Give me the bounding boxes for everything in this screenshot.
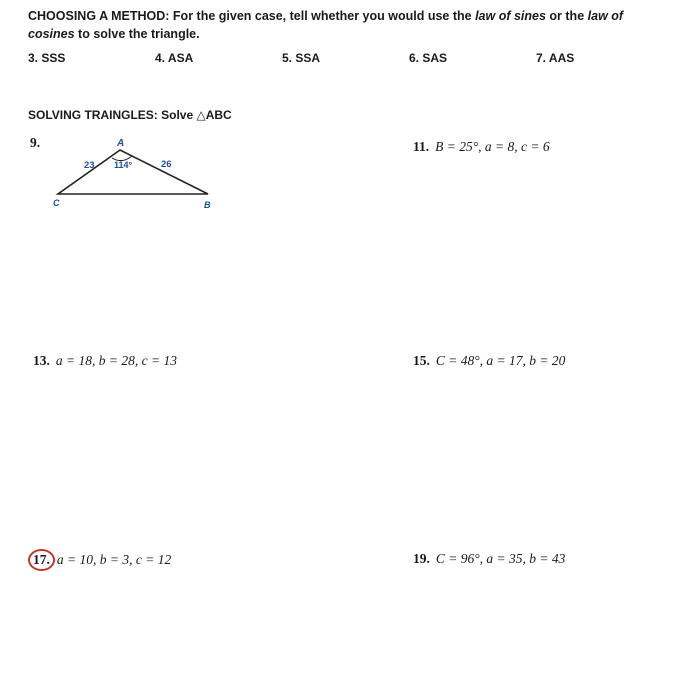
method-item-3: 3. SSS bbox=[28, 51, 66, 65]
instructions-text-1: For the given case, tell whether you would use the bbox=[172, 9, 472, 23]
method-item-7: 7. AAS bbox=[536, 51, 575, 65]
instructions-label: CHOOSING A METHOD: bbox=[28, 9, 170, 23]
law-of-cosines-1: law of bbox=[587, 9, 624, 23]
triangle-shape bbox=[58, 150, 208, 194]
vertex-a-label: A bbox=[117, 138, 125, 149]
triangle-figure bbox=[50, 134, 230, 214]
problem-13-number: 13. bbox=[33, 353, 50, 368]
problem-13-expr: a = 18, b = 28, c = 13 bbox=[55, 353, 177, 368]
law-of-cosines-2: cosines bbox=[28, 27, 75, 41]
problem-15 bbox=[413, 353, 565, 369]
problem-11 bbox=[413, 139, 550, 155]
method-item-4: 4. ASA bbox=[155, 51, 194, 65]
side-ac-label: 23 bbox=[84, 160, 95, 171]
instructions-text-2: or the bbox=[549, 9, 585, 23]
problem-9 bbox=[30, 135, 46, 151]
method-item-5: 5. SSA bbox=[282, 51, 321, 65]
method-item-6: 6. SAS bbox=[409, 51, 448, 65]
problem-19-expr: C = 96°, a = 35, b = 43 bbox=[435, 551, 566, 566]
vertex-b-label: B bbox=[204, 200, 211, 210]
solving-heading: SOLVING TRAINGLES: Solve △ABC bbox=[28, 108, 232, 122]
problem-19-number: 19. bbox=[413, 551, 430, 566]
problem-17 bbox=[28, 549, 171, 571]
vertex-c-label: C bbox=[53, 198, 60, 208]
problem-15-expr: C = 48°, a = 17, b = 20 bbox=[435, 353, 566, 368]
problem-17-expr: a = 10, b = 3, c = 12 bbox=[56, 552, 172, 567]
problem-19 bbox=[413, 551, 565, 567]
problem-11-number: 11. bbox=[413, 139, 430, 154]
angle-a-label: 114° bbox=[114, 160, 133, 170]
problem-17-number: 17. bbox=[28, 549, 55, 571]
side-ab-label: 26 bbox=[161, 159, 172, 170]
problem-9-number: 9. bbox=[30, 135, 41, 150]
problem-13 bbox=[33, 353, 177, 369]
law-of-sines: law of sines bbox=[475, 9, 546, 23]
instructions bbox=[28, 7, 668, 43]
problem-15-number: 15. bbox=[413, 353, 430, 368]
problem-11-expr: B = 25°, a = 8, c = 6 bbox=[435, 139, 550, 154]
instructions-text-3: to solve the triangle. bbox=[78, 27, 200, 41]
